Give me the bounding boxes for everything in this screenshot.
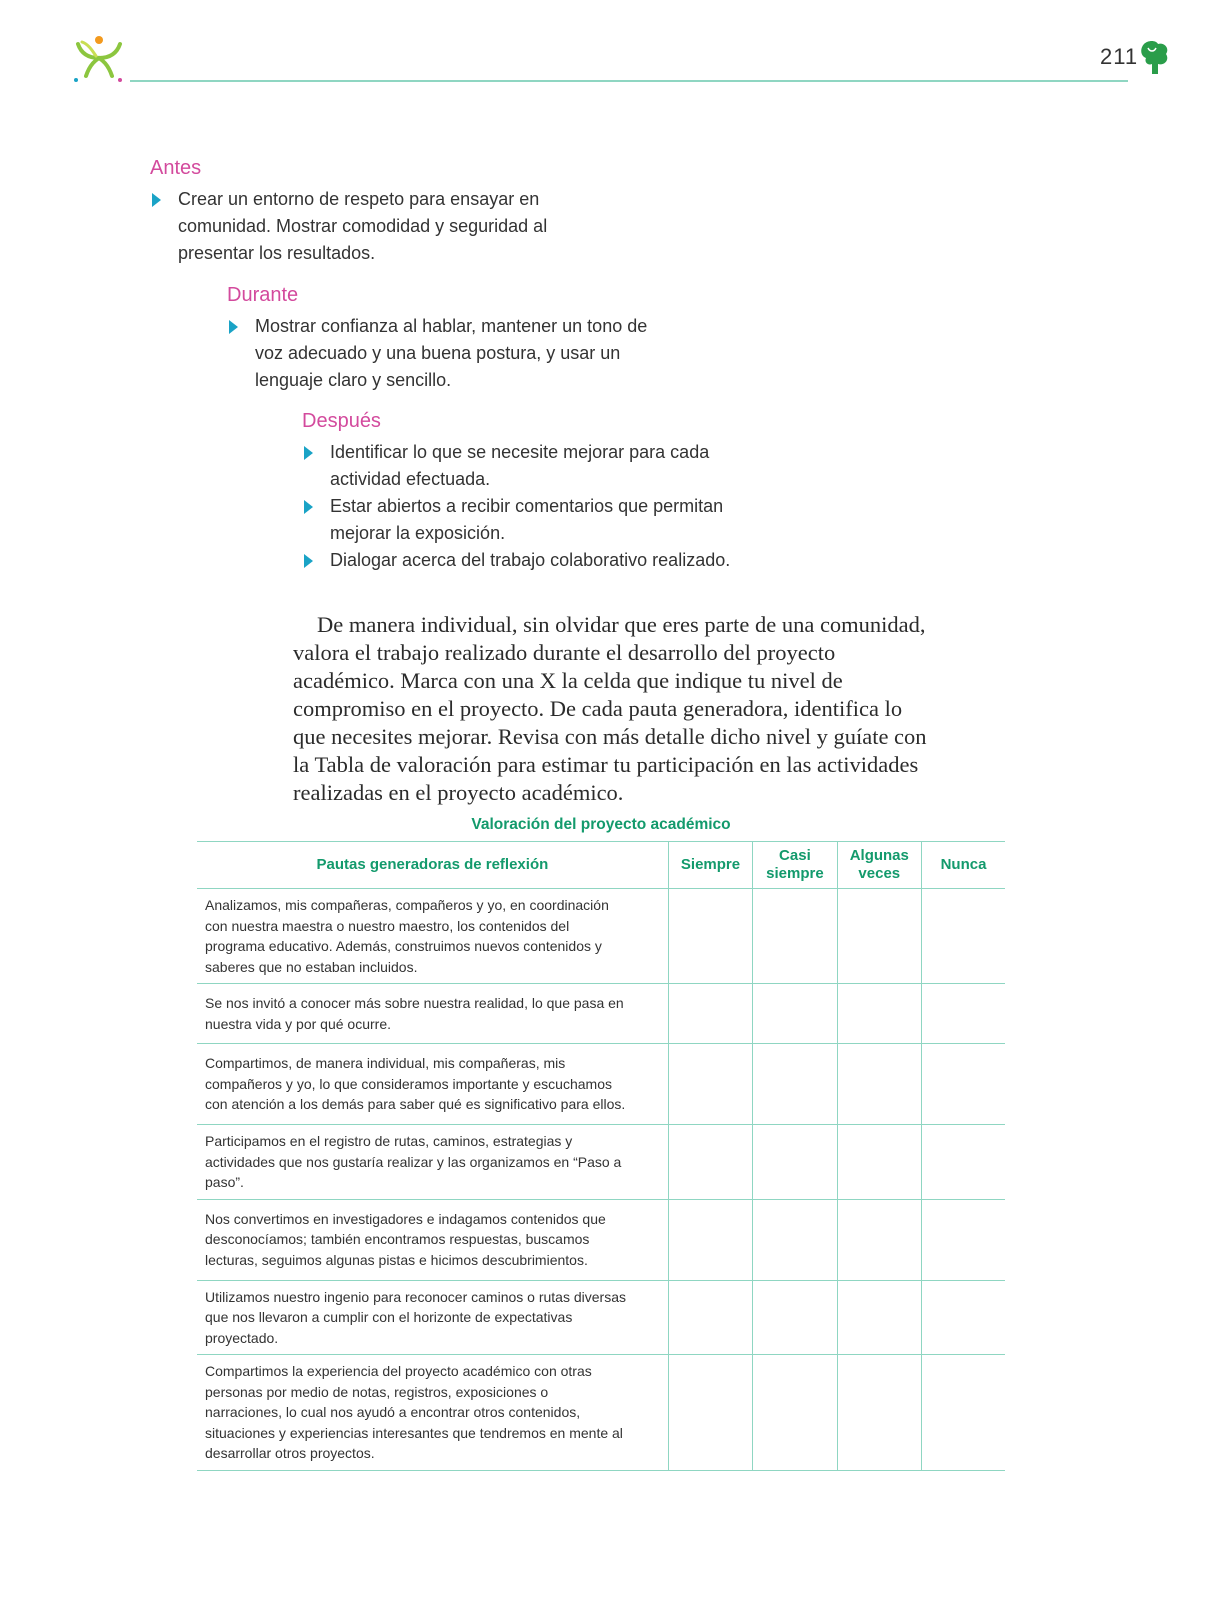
header-algunas-veces: Algunas veces: [837, 842, 921, 889]
bullet-arrow-icon: [304, 554, 313, 568]
checkbox-cell-siempre[interactable]: [668, 1355, 752, 1471]
pauta-cell: Nos convertimos en investigadores e indagamos contenidos que desconocíamos; también encontramos respuestas, buscamos lecturas, seguimos algunas pistas e hicimos descubrimientos.: [197, 1199, 668, 1280]
header-siempre: Siempre: [668, 842, 752, 889]
checkbox-cell-casi-siempre[interactable]: [753, 1280, 837, 1355]
header-nunca: Nunca: [922, 842, 1006, 889]
table-row: [197, 1280, 1005, 1355]
section-title-antes: Antes: [150, 157, 202, 179]
pauta-cell: Analizamos, mis compañeras, compañeros y yo, en coordinación con nuestra maestra o nuestro maestro, los contenidos del programa educativo. Además, construimos nuevos contenidos y saberes que no estaban incluidos.: [197, 889, 668, 984]
section-title-durante: Durante: [227, 284, 299, 306]
pauta-cell: Compartimos, de manera individual, mis compañeras, mis compañeros y yo, lo que consideramos importante y escuchamos con atención a los demás para saber qué es significativo para ellos.: [197, 1044, 668, 1125]
checkbox-cell-siempre[interactable]: [668, 1280, 752, 1355]
checkbox-cell-nunca[interactable]: [922, 889, 1006, 984]
checkbox-cell-algunas-veces[interactable]: [837, 1355, 921, 1471]
pauta-cell: Participamos en el registro de rutas, caminos, estrategias y actividades que nos gustaría realizar y las organizamos en “Paso a paso”.: [197, 1125, 668, 1200]
table-row: [197, 1044, 1005, 1125]
checkbox-cell-casi-siempre[interactable]: [753, 1125, 837, 1200]
pauta-cell: Compartimos la experiencia del proyecto académico con otras personas por medio de notas, registros, exposiciones o narraciones, lo cual nos ayudó a encontrar otros contenidos, situaciones y experiencias interesantes que tendremos en mente al desarrollar otros proyectos.: [197, 1355, 668, 1471]
header-casi-siempre: Casi siempre: [753, 842, 837, 889]
checkbox-cell-algunas-veces[interactable]: [837, 1044, 921, 1125]
list-item-text: Crear un entorno de respeto para ensayar en comunidad. Mostrar comodidad y seguridad al presentar los resultados.: [178, 189, 548, 263]
checkbox-cell-casi-siempre[interactable]: [753, 1199, 837, 1280]
list-item-text: Mostrar confianza al hablar, mantener un tono de voz adecuado y una buena postura, y usar un lenguaje claro y sencillo.: [255, 316, 648, 390]
page-number: 211: [1100, 44, 1139, 69]
header-rule: [130, 80, 1128, 82]
bullet-list-durante: [227, 313, 657, 394]
checkbox-cell-algunas-veces[interactable]: [837, 1199, 921, 1280]
checkbox-cell-nunca[interactable]: [922, 1125, 1006, 1200]
checkbox-cell-nunca[interactable]: [922, 1199, 1006, 1280]
table-header-row: [197, 842, 1005, 889]
bullet-list-antes: [150, 186, 570, 267]
bullet-arrow-icon: [304, 446, 313, 460]
section-antes: [150, 157, 570, 267]
list-item-text: Dialogar acerca del trabajo colaborativo realizado.: [330, 550, 731, 570]
checkbox-cell-casi-siempre[interactable]: [753, 984, 837, 1044]
pauta-cell: Se nos invitó a conocer más sobre nuestra realidad, lo que pasa en nuestra vida y por qué ocurre.: [197, 984, 668, 1044]
table-row: [197, 1355, 1005, 1471]
checkbox-cell-nunca[interactable]: [922, 1280, 1006, 1355]
table-row: [197, 889, 1005, 984]
section-durante: [227, 284, 657, 394]
checkbox-cell-siempre[interactable]: [668, 1125, 752, 1200]
list-item: [302, 439, 762, 493]
checkbox-cell-casi-siempre[interactable]: [753, 1355, 837, 1471]
checkbox-cell-algunas-veces[interactable]: [837, 984, 921, 1044]
assessment-table: [197, 841, 1005, 1471]
checkbox-cell-casi-siempre[interactable]: [753, 1044, 837, 1125]
bullet-list-despues: [302, 439, 762, 574]
checkbox-cell-siempre[interactable]: [668, 1199, 752, 1280]
instruction-paragraph: De manera individual, sin olvidar que eres parte de una comunidad, valora el trabajo realizado durante el desarrollo del proyecto académico. Marca con una X la celda que indique tu nivel de compromiso en el proyecto. De cada pauta generadora, identifica lo que necesites mejorar. Revisa con más detalle dicho nivel y guíate con la Tabla de valoración para estimar tu participación en las actividades realizadas en el proyecto académico.: [293, 611, 927, 805]
checkbox-cell-algunas-veces[interactable]: [837, 1280, 921, 1355]
bullet-arrow-icon: [229, 320, 238, 334]
pauta-cell: Utilizamos nuestro ingenio para reconocer caminos o rutas diversas que nos llevaron a cumplir con el horizonte de expectativas proyectado.: [197, 1280, 668, 1355]
section-title-despues: Después: [302, 410, 381, 432]
tree-icon: [1138, 40, 1172, 76]
section-despues: [302, 410, 762, 574]
publisher-logo-icon: [72, 34, 128, 84]
checkbox-cell-nunca[interactable]: [922, 1044, 1006, 1125]
table-row: [197, 1199, 1005, 1280]
table-row: [197, 984, 1005, 1044]
list-item-text: Estar abiertos a recibir comentarios que permitan mejorar la exposición.: [330, 496, 724, 543]
checkbox-cell-nunca[interactable]: [922, 1355, 1006, 1471]
table-title: Valoración del proyecto académico: [471, 816, 731, 833]
checkbox-cell-algunas-veces[interactable]: [837, 1125, 921, 1200]
header-pautas: Pautas generadoras de reflexión: [197, 842, 668, 889]
list-item: [302, 493, 762, 547]
table-row: [197, 1125, 1005, 1200]
list-item: [227, 313, 657, 394]
bullet-arrow-icon: [152, 193, 161, 207]
checkbox-cell-casi-siempre[interactable]: [753, 889, 837, 984]
checkbox-cell-algunas-veces[interactable]: [837, 889, 921, 984]
checkbox-cell-siempre[interactable]: [668, 889, 752, 984]
checkbox-cell-siempre[interactable]: [668, 1044, 752, 1125]
list-item-text: Identificar lo que se necesite mejorar para cada actividad efectuada.: [330, 442, 710, 489]
list-item: [302, 547, 762, 574]
checkbox-cell-nunca[interactable]: [922, 984, 1006, 1044]
checkbox-cell-siempre[interactable]: [668, 984, 752, 1044]
list-item: [150, 186, 570, 267]
bullet-arrow-icon: [304, 500, 313, 514]
